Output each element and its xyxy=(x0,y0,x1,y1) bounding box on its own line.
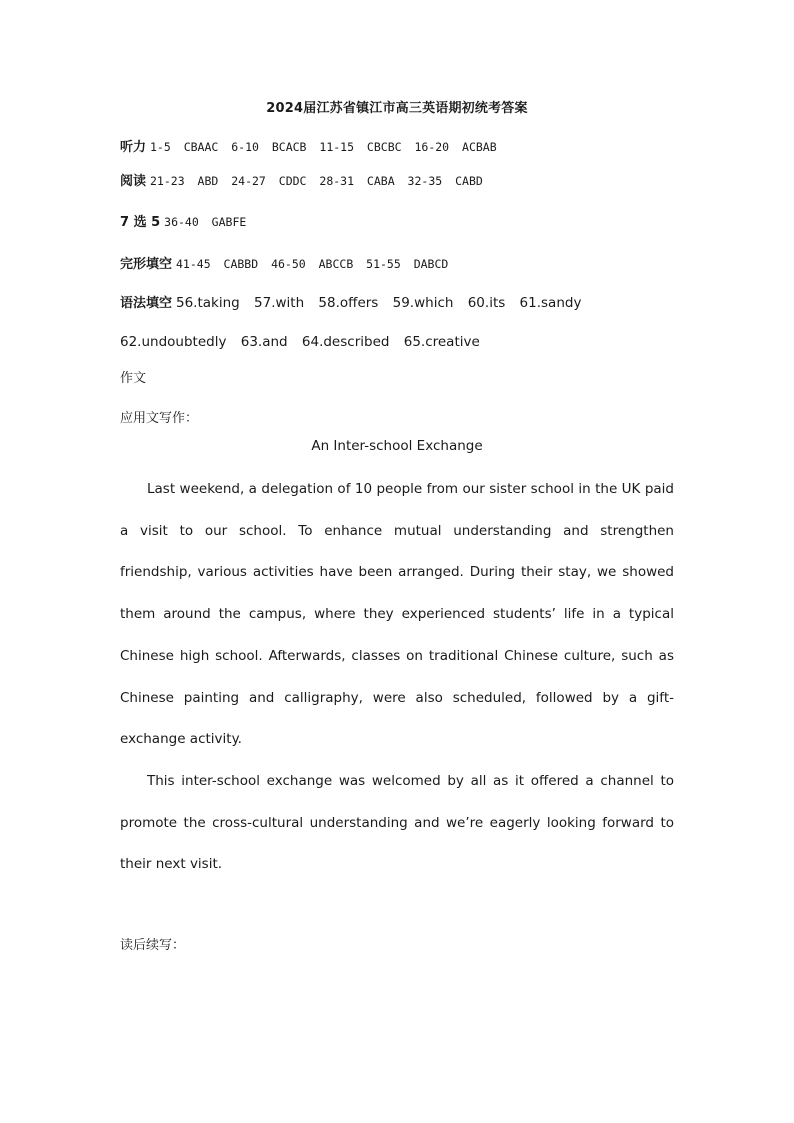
section-heading-writing: 作文 xyxy=(120,371,147,386)
answer-line-reading xyxy=(120,170,483,189)
answer-values: 36-40 GABFE xyxy=(164,215,247,229)
essay-body xyxy=(120,469,674,886)
answer-line-seven-choose-five xyxy=(120,211,246,230)
essay-title: An Inter-school Exchange xyxy=(311,438,483,454)
essay-paragraph: This inter-school exchange was welcomed by all as it offered a channel to promote the cross-cultural understanding and we’re eagerly looking forward to their next visit. xyxy=(120,772,674,873)
answer-values: 62.undoubtedly 63.and 64.described 65.creative xyxy=(120,334,480,350)
answer-label: 完形填空 xyxy=(120,257,173,272)
essay-paragraph: Last weekend, a delegation of 10 people from our sister school in the UK paid a visit to our school. To enhance mutual understanding and strengthen friendship, various activities have been arranged. During their stay, we showed them around the campus, where they experienced students’ life in a typical Chinese high school. Afterwards, classes on traditional Chinese culture, such as Chinese painting and calligraphy, were also scheduled, followed by a gift-exchange activity. xyxy=(120,481,674,748)
answer-label: 7 选 5 xyxy=(120,215,161,230)
answer-label: 语法填空 xyxy=(120,296,173,311)
answer-line-grammar xyxy=(120,292,581,311)
answer-label: 听力 xyxy=(120,140,147,155)
section-heading-practical-writing: 应用文写作： xyxy=(120,411,199,426)
answer-line-grammar-cont xyxy=(120,334,480,350)
document-title: 2024届江苏省镇江市高三英语期初统考答案 xyxy=(266,101,528,116)
answer-line-listening xyxy=(120,136,497,155)
section-heading-continuation: 读后续写： xyxy=(120,938,186,953)
answer-values: 41-45 CABBD 46-50 ABCCB 51-55 DABCD xyxy=(176,257,449,271)
answer-values: 1-5 CBAAC 6-10 BCACB 11-15 CBCBC 16-20 ACBAB xyxy=(150,140,497,154)
answer-values: 21-23 ABD 24-27 CDDC 28-31 CABA 32-35 CABD xyxy=(150,174,483,188)
answer-values: 56.taking 57.with 58.offers 59.which 60.its 61.sandy xyxy=(176,295,582,311)
answer-label: 阅读 xyxy=(120,174,147,189)
answer-line-cloze xyxy=(120,253,448,272)
